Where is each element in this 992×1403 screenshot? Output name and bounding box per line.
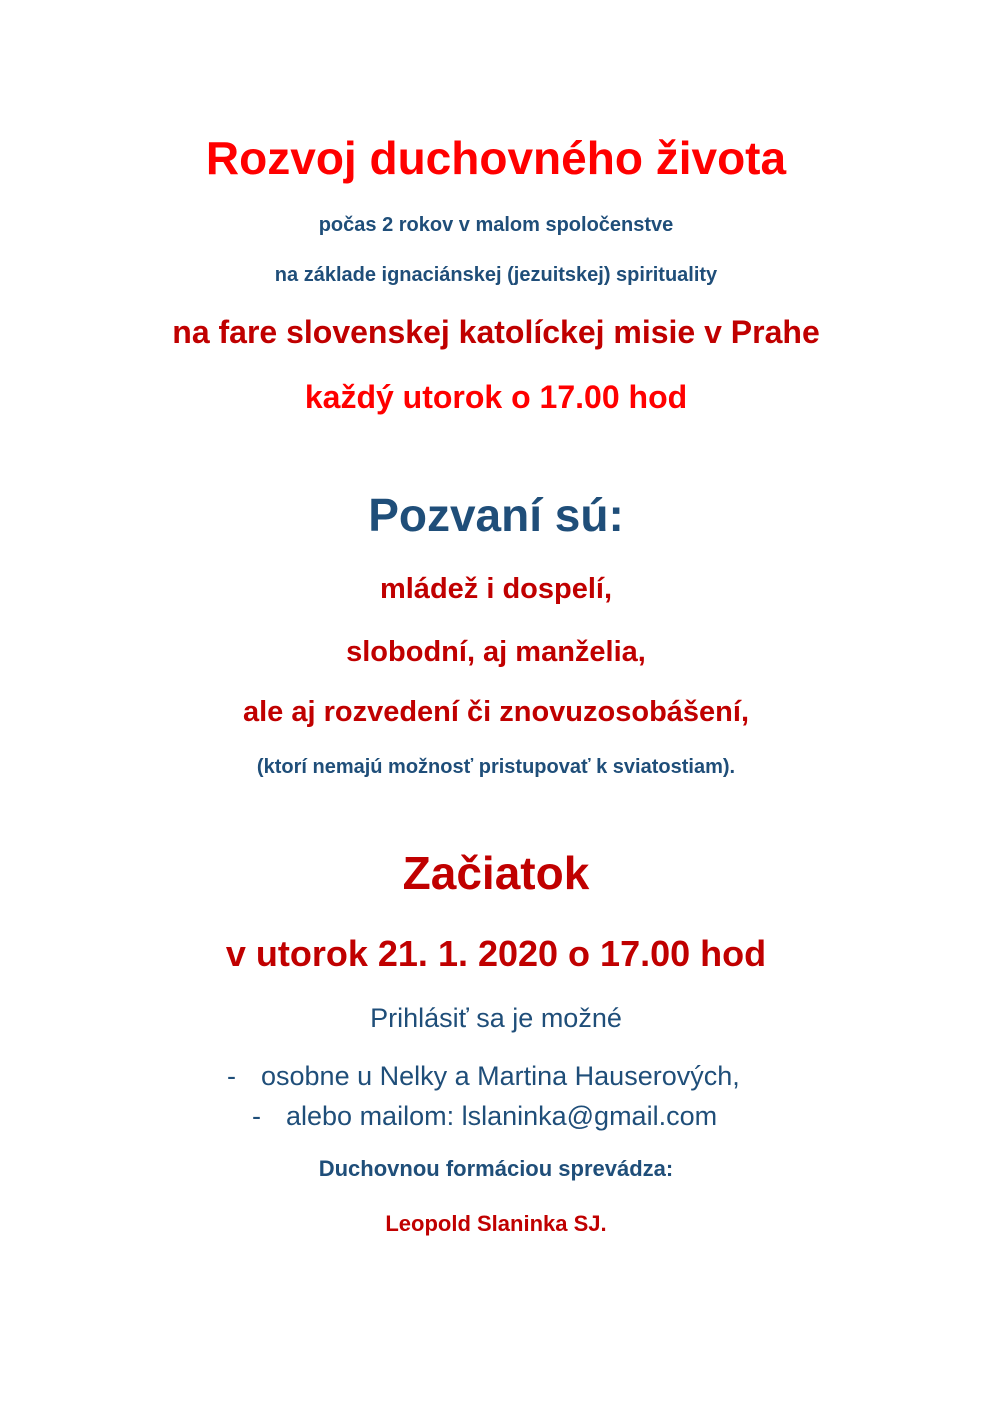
signup-option-text: alebo mailom: lslaninka@gmail.com [286, 1101, 718, 1131]
subtitle-spirituality: na základe ignaciánskej (jezuitskej) spirituality [274, 264, 718, 286]
invited-line: ale aj rozvedení či znovuzosobášení, [242, 696, 750, 728]
invited-line: mládež i dospelí, [379, 573, 613, 605]
subtitle-duration: počas 2 rokov v malom spoločenstve [318, 214, 674, 236]
invited-heading: Pozvaní sú: [368, 489, 624, 541]
bullet-dash: - [227, 1061, 236, 1091]
invited-note: (ktorí nemajú možnosť pristupovať k sviatostiam). [256, 756, 736, 778]
start-heading: Začiatok [402, 847, 590, 899]
venue-line: na fare slovenskej katolíckej misie v Prahe [172, 314, 820, 350]
signup-option-text: osobne u Nelky a Martina Hauserových, [261, 1061, 740, 1091]
schedule-line: každý utorok o 17.00 hod [304, 379, 688, 415]
signup-option-email [252, 1103, 717, 1130]
invited-line: slobodní, aj manželia, [346, 636, 646, 668]
guide-heading: Duchovnou formáciou sprevádza: [318, 1156, 674, 1181]
bullet-dash: - [252, 1101, 261, 1131]
signup-option-in-person [227, 1063, 740, 1090]
signup-intro: Prihlásiť sa je možné [370, 1003, 622, 1033]
guide-name: Leopold Slaninka SJ. [385, 1211, 607, 1236]
page-title: Rozvoj duchovného života [205, 132, 787, 184]
start-date: v utorok 21. 1. 2020 o 17.00 hod [225, 933, 767, 974]
